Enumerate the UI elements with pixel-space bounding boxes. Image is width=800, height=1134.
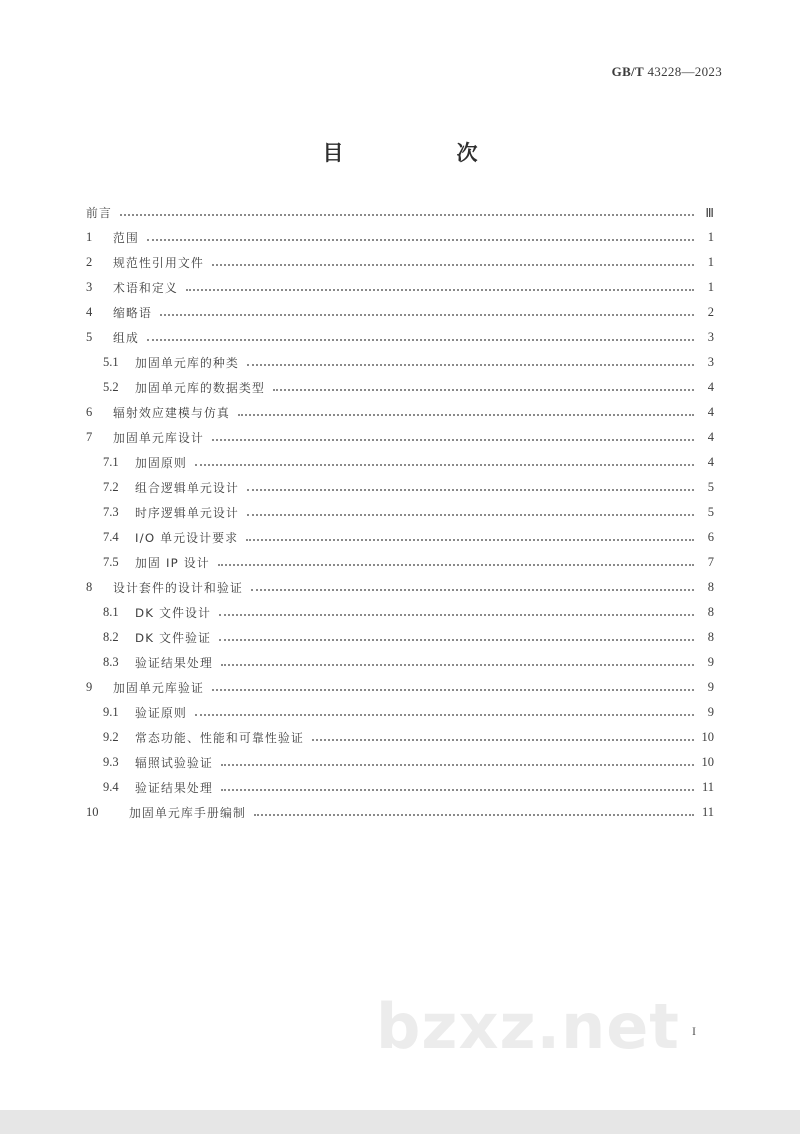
toc-entry[interactable] (86, 650, 714, 675)
toc-entry-number: 2 (86, 255, 93, 269)
toc-dot-leader (147, 238, 694, 241)
toc-entry-label: 范围 (113, 231, 139, 245)
toc-entry-label: 组成 (113, 331, 139, 345)
toc-entry-page: 8 (707, 580, 714, 594)
toc-entry[interactable] (86, 625, 714, 650)
toc-entry-number: 8.3 (103, 655, 119, 669)
toc-entry-page: 2 (707, 305, 714, 319)
toc-entry-page: 4 (707, 405, 714, 419)
toc-entry[interactable] (86, 275, 714, 300)
toc-dot-leader (221, 763, 694, 766)
toc-dot-leader (195, 713, 694, 716)
toc-entry-label: DK 文件设计 (135, 606, 212, 620)
standard-number: 43228—2023 (647, 64, 722, 79)
toc-entry-label: 加固单元库手册编制 (129, 806, 246, 820)
toc-entry-number: 8 (86, 580, 93, 594)
watermark: bzxz.net (376, 990, 680, 1063)
toc-entry-page: 11 (701, 780, 714, 794)
toc-entry-number: 7.2 (103, 480, 119, 494)
toc-dot-leader (212, 688, 694, 691)
toc-entry-number: 5 (86, 330, 93, 344)
toc-entry-number: 7.1 (103, 455, 119, 469)
toc-dot-leader (212, 263, 694, 266)
toc-entry-page: Ⅲ (705, 205, 714, 220)
toc-entry-label: 辐射效应建模与仿真 (113, 406, 230, 420)
toc-entry[interactable] (86, 375, 714, 400)
toc-entry-page: 9 (707, 655, 714, 669)
toc-dot-leader (247, 488, 694, 491)
toc-entry-label: 加固原则 (135, 456, 187, 470)
toc-dot-leader (254, 813, 694, 816)
toc-dot-leader (221, 788, 694, 791)
toc-dot-leader (247, 363, 694, 366)
toc-entry-label: 规范性引用文件 (113, 256, 204, 270)
toc-entry[interactable] (86, 700, 714, 725)
toc-entry[interactable] (86, 800, 714, 825)
toc-entry-number: 8.2 (103, 630, 119, 644)
toc-entry[interactable] (86, 550, 714, 575)
toc-entry-page: 4 (707, 430, 714, 444)
toc-entry-label: 常态功能、性能和可靠性验证 (135, 731, 304, 745)
toc-dot-leader (120, 213, 694, 216)
toc-entry-page: 11 (701, 805, 714, 819)
toc-dot-leader (247, 513, 694, 516)
toc-entry-number: 3 (86, 280, 93, 294)
toc-entry-number: 4 (86, 305, 93, 319)
toc-entry-label: 设计套件的设计和验证 (113, 581, 243, 595)
toc-entry-label: 缩略语 (113, 306, 152, 320)
toc-entry-page: 3 (707, 355, 714, 369)
standard-code (612, 64, 722, 80)
toc-entry-label: 加固单元库设计 (113, 431, 204, 445)
toc-dot-leader (218, 563, 694, 566)
toc-entry-label: I/O 单元设计要求 (135, 531, 239, 545)
toc-entry[interactable] (86, 425, 714, 450)
standard-prefix: GB/T (611, 64, 644, 79)
viewer-bottom-bar (0, 1110, 800, 1134)
toc-entry-number: 5.2 (103, 380, 119, 394)
toc-dot-leader (160, 313, 694, 316)
toc-entry-page: 5 (707, 505, 714, 519)
toc-entry-page: 1 (707, 230, 714, 244)
toc-entry-number: 6 (86, 405, 93, 419)
toc-entry-page: 8 (707, 630, 714, 644)
toc-entry-number: 7.4 (103, 530, 119, 544)
toc-entry-page: 1 (707, 280, 714, 294)
toc-entry-number: 9.4 (103, 780, 119, 794)
toc-entry-number: 8.1 (103, 605, 119, 619)
toc-dot-leader (238, 413, 694, 416)
toc-entry-label: 时序逻辑单元设计 (135, 506, 239, 520)
toc-entry[interactable] (86, 225, 714, 250)
toc-entry-page: 9 (707, 705, 714, 719)
toc-entry-label: DK 文件验证 (135, 631, 212, 645)
toc-entry-number: 10 (86, 805, 99, 819)
toc-dot-leader (246, 538, 694, 541)
toc-entry[interactable] (86, 575, 714, 600)
toc-dot-leader (312, 738, 694, 741)
toc-dot-leader (219, 638, 694, 641)
toc-entry[interactable] (86, 325, 714, 350)
toc-dot-leader (251, 588, 694, 591)
toc-entry-page: 10 (701, 755, 714, 769)
toc-entry-page: 7 (707, 555, 714, 569)
toc-entry[interactable] (86, 675, 714, 700)
toc-entry-number: 9.3 (103, 755, 119, 769)
toc-entry-page: 10 (701, 730, 714, 744)
toc-entry-label: 验证结果处理 (135, 656, 213, 670)
toc-entry[interactable] (86, 200, 714, 225)
toc-entry-label: 加固单元库的数据类型 (135, 381, 265, 395)
toc-dot-leader (186, 288, 694, 291)
toc-entry-number: 5.1 (103, 355, 119, 369)
toc-entry-label: 前言 (86, 206, 112, 220)
toc-entry-label: 辐照试验验证 (135, 756, 213, 770)
toc-entry-label: 加固单元库的种类 (135, 356, 239, 370)
toc-dot-leader (212, 438, 694, 441)
toc-entry-label: 加固单元库验证 (113, 681, 204, 695)
toc-entry-page: 6 (707, 530, 714, 544)
toc-entry[interactable] (86, 725, 714, 750)
toc-entry-number: 1 (86, 230, 93, 244)
toc-entry[interactable] (86, 450, 714, 475)
toc-entry-label: 验证结果处理 (135, 781, 213, 795)
toc-entry-number: 9 (86, 680, 93, 694)
toc-entry-page: 4 (707, 380, 714, 394)
toc-entry-label: 组合逻辑单元设计 (135, 481, 239, 495)
toc-entry[interactable] (86, 400, 714, 425)
toc-entry-page: 1 (707, 255, 714, 269)
toc-entry-label: 加固 IP 设计 (135, 556, 210, 570)
toc-entry[interactable] (86, 500, 714, 525)
toc-entry-number: 9.2 (103, 730, 119, 744)
toc-entry-number: 9.1 (103, 705, 119, 719)
toc-entry-number: 7.3 (103, 505, 119, 519)
toc-entry[interactable] (86, 475, 714, 500)
toc-entry[interactable] (86, 250, 714, 275)
toc-entry[interactable] (86, 525, 714, 550)
toc-entry-page: 9 (707, 680, 714, 694)
toc-entry-label: 术语和定义 (113, 281, 178, 295)
toc-entry[interactable] (86, 300, 714, 325)
toc-entry[interactable] (86, 750, 714, 775)
toc-entry[interactable] (86, 600, 714, 625)
toc-dot-leader (221, 663, 694, 666)
toc-entry-number: 7 (86, 430, 93, 444)
toc-entry-number: 7.5 (103, 555, 119, 569)
toc-dot-leader (273, 388, 694, 391)
toc-entry-label: 验证原则 (135, 706, 187, 720)
toc-title: 目 次 (322, 141, 524, 165)
toc-dot-leader (195, 463, 694, 466)
toc-entry-page: 4 (707, 455, 714, 469)
toc-dot-leader (147, 338, 694, 341)
toc-entry[interactable] (86, 350, 714, 375)
page-number: I (692, 1024, 696, 1038)
toc-entry-page: 3 (707, 330, 714, 344)
table-of-contents (86, 200, 714, 825)
toc-entry-page: 8 (707, 605, 714, 619)
toc-dot-leader (219, 613, 694, 616)
toc-entry[interactable] (86, 775, 714, 800)
toc-entry-page: 5 (707, 480, 714, 494)
